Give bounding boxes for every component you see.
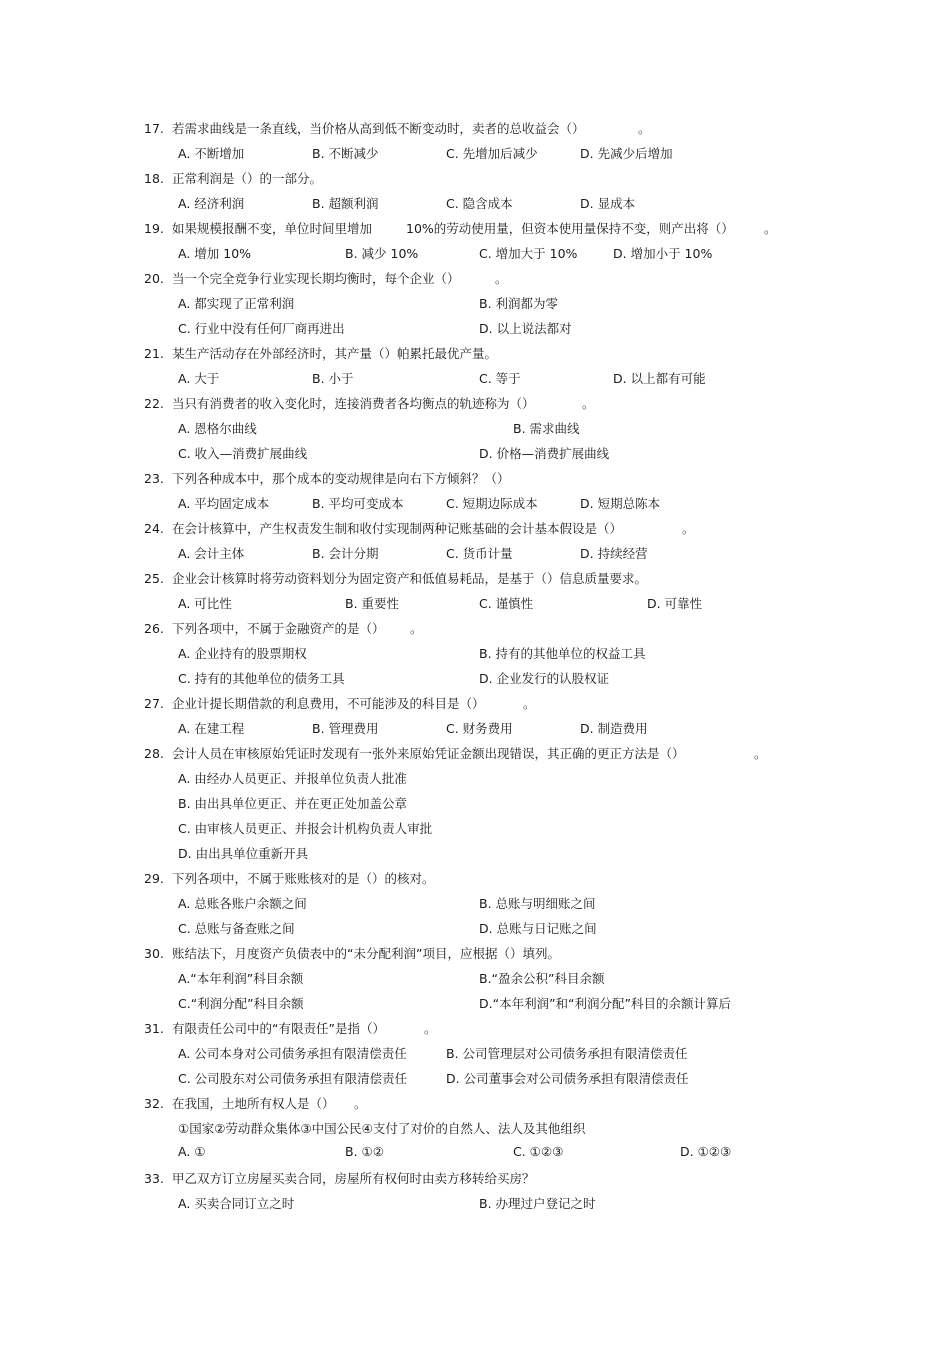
question-27: 27. 企业计提长期借款的利息费用，不可能涉及的科目是（） [144,696,485,711]
option-a: A. 在建工程 [178,721,245,736]
option-a: A. 买卖合同订立之时 [178,1196,295,1211]
option-a: A. 企业持有的股票期权 [178,646,307,661]
question-stem: 如果规模报酬不变，单位时间里增加 [172,221,373,236]
options-row [178,969,798,987]
option-d: D. 价格—消费扩展曲线 [479,446,610,461]
option-d: D. ①②③ [680,1144,732,1159]
question-33: 33. 甲乙双方订立房屋买卖合同，房屋所有权何时由卖方移转给买房？ [144,1171,535,1186]
option-c: C. 持有的其他单位的债务工具 [178,671,345,686]
options-row [178,319,798,337]
option-a: A. 不断增加 [178,146,245,161]
option-d: D. 制造费用 [580,721,648,736]
options-row [178,1044,798,1062]
options-row [178,494,798,512]
question-stem: 账结法下，月度资产负债表中的“未分配利润”项目，应根据（）填列。 [172,946,560,961]
option-d: D. 可靠性 [647,596,703,611]
option-b: B. 会计分期 [312,546,379,561]
option-b: B. 持有的其他单位的权益工具 [479,646,646,661]
option-c: C. 收入—消费扩展曲线 [178,446,308,461]
option-c: C. 总账与备查账之间 [178,921,295,936]
options-row [178,994,798,1012]
question-20: 20. 当一个完全竞争行业实现长期均衡时，每个企业（） [144,271,460,286]
question-tail: 。 [523,696,536,711]
option-d: D. 企业发行的认股权证 [479,671,610,686]
option-d: D. 总账与日记账之间 [479,921,597,936]
option-a: A. 由经办人员更正、并报单位负责人批准 [178,771,407,786]
option-c: C. 短期边际成本 [446,496,538,511]
option-b: B. 由出具单位更正、并在更正处加盖公章 [178,796,408,811]
option-d: D.“本年利润”和“利润分配”科目的余额计算后 [479,996,732,1011]
option-c: C. 行业中没有任何厂商再进出 [178,321,345,336]
question-stem: 企业会计核算时将劳动资料划分为固定资产和低值易耗品，是基于（）信息质量要求。 [172,571,648,586]
question-stem: 正常利润是（）的一部分。 [172,171,323,186]
question-stem: 下列各项中，不属于账账核对的是（）的核对。 [172,871,435,886]
option-d: D. 先减少后增加 [580,146,673,161]
question-tail: 。 [682,521,695,536]
option-c: C. 增加大于 10% [479,246,578,261]
option-c: C.“利润分配”科目余额 [178,996,304,1011]
options-row [178,594,798,612]
option-a: A. 恩格尔曲线 [178,421,257,436]
option-a: A. ① [178,1144,206,1159]
options-row [178,894,798,912]
question-21: 21. 某生产活动存在外部经济时，其产量（）帕累托最优产量。 [144,346,498,361]
option-c: C. 等于 [479,371,521,386]
question-tail: 。 [410,621,423,636]
question-stem: 下列各种成本中，那个成本的变动规律是向右下方倾斜？（） [172,471,510,486]
option-d: D. 增加小于 10% [613,246,713,261]
options-row [178,719,798,737]
option-b: B. 办理过户登记之时 [479,1196,596,1211]
question-28: 28. 会计人员在审核原始凭证时发现有一张外来原始凭证金额出现错误，其正确的更正方法是（） [144,746,685,761]
question-tail: 。 [764,221,777,236]
question-stem: 甲乙双方订立房屋买卖合同，房屋所有权何时由卖方移转给买房？ [172,1171,535,1186]
option-b: B. 利润都为零 [479,296,559,311]
option-d: D. 由出具单位重新开具 [178,846,309,861]
option-b: B. 总账与明细账之间 [479,896,596,911]
option-b: B. 公司管理层对公司债务承担有限清偿责任 [446,1046,688,1061]
option-d: D. 持续经营 [580,546,648,561]
option-d: D. 以上说法都对 [479,321,572,336]
options-row [178,144,798,162]
option-c: C. 谨慎性 [479,596,534,611]
option-a: A. 增加 10% [178,246,252,261]
option-c: C. 货币计量 [446,546,513,561]
question-stem: 在会计核算中，产生权责发生制和收付实现制两种记账基础的会计基本假设是（） [172,521,623,536]
options-row [178,1144,798,1162]
options-row [178,294,798,312]
options-row [178,1194,798,1212]
option-d: D. 显成本 [580,196,636,211]
question-17: 17. 若需求曲线是一条直线，当价格从高到低不断变动时，卖者的总收益会（） [144,121,585,136]
option-d: D. 短期总陈本 [580,496,661,511]
question-stem: 有限责任公司中的“有限责任”是指（） [172,1021,385,1036]
question-29: 29. 下列各项中，不属于账账核对的是（）的核对。 [144,871,435,886]
options-row [178,444,798,462]
options-row [178,669,798,687]
option-a: A. 总账各账户余额之间 [178,896,307,911]
question-stem: 企业计提长期借款的利息费用，不可能涉及的科目是（） [172,696,485,711]
option-b: B. 不断减少 [312,146,379,161]
option-b: B. 管理费用 [312,721,379,736]
question-26: 26. 下列各项中，不属于金融资产的是（） [144,621,385,636]
options-row [178,419,798,437]
question-stem: 当一个完全竞争行业实现长期均衡时，每个企业（） [172,271,460,286]
question-31: 31. 有限责任公司中的“有限责任”是指（） [144,1021,385,1036]
question-stem: 若需求曲线是一条直线，当价格从高到低不断变动时，卖者的总收益会（） [172,121,585,136]
option-a: A. 大于 [178,371,220,386]
option-b: B. 小于 [312,371,354,386]
option-a: A. 公司本身对公司债务承担有限清偿责任 [178,1046,407,1061]
option-b: B. 需求曲线 [513,421,580,436]
option-a: A. 经济利润 [178,196,245,211]
question-tail: 。 [495,271,508,286]
options-row [178,1069,798,1087]
question-19: 19. 如果规模报酬不变，单位时间里增加 [144,221,373,236]
option-b: B.“盈余公积”科目余额 [479,971,605,986]
option-c: C. 由审核人员更正、并报会计机构负责人审批 [178,821,433,836]
options-row [178,644,798,662]
options-row [178,544,798,562]
option-b: B. 平均可变成本 [312,496,404,511]
option-a: A. 平均固定成本 [178,496,270,511]
options-row [178,244,798,262]
question-stem: 某生产活动存在外部经济时，其产量（）帕累托最优产量。 [172,346,498,361]
question-tail: 。 [582,396,595,411]
question-tail: 。 [638,121,651,136]
options-row [178,194,798,212]
question-stem: 会计人员在审核原始凭证时发现有一张外来原始凭证金额出现错误，其正确的更正方法是（） [172,746,685,761]
options-row [178,919,798,937]
option-b: B. ①② [345,1144,384,1159]
question-tail: 。 [424,1021,437,1036]
question-stem: 当只有消费者的收入变化时，连接消费者各均衡点的轨迹称为（） [172,396,535,411]
question-23: 23. 下列各种成本中，那个成本的变动规律是向右下方倾斜？（） [144,471,510,486]
option-c: C. 隐含成本 [446,196,513,211]
option-c: C. 公司股东对公司债务承担有限清偿责任 [178,1071,408,1086]
question-stem: 在我国，土地所有权人是（） [172,1096,335,1111]
option-c: C. 先增加后减少 [446,146,538,161]
option-a: A. 都实现了正常利润 [178,296,295,311]
question-tail: 。 [754,746,767,761]
question-tail: 。 [354,1096,367,1111]
option-a: A. 可比性 [178,596,232,611]
option-b: B. 超额利润 [312,196,379,211]
question-32: 32. 在我国，土地所有权人是（） [144,1096,335,1111]
question-25: 25. 企业会计核算时将劳动资料划分为固定资产和低值易耗品，是基于（）信息质量要求。 [144,571,648,586]
option-a: A.“本年利润”科目余额 [178,971,304,986]
question-18: 18. 正常利润是（）的一部分。 [144,171,323,186]
option-c: C. ①②③ [513,1144,564,1159]
option-c: C. 财务费用 [446,721,513,736]
question-22: 22. 当只有消费者的收入变化时，连接消费者各均衡点的轨迹称为（） [144,396,535,411]
options-row [178,369,798,387]
option-d: D. 公司董事会对公司债务承担有限清偿责任 [446,1071,689,1086]
option-b: B. 减少 10% [345,246,419,261]
option-d: D. 以上都有可能 [613,371,706,386]
question-30: 30. 账结法下，月度资产负债表中的“未分配利润”项目，应根据（）填列。 [144,946,560,961]
question-statement-list: ①国家②劳动群众集体③中国公民④支付了对价的自然人、法人及其他组织 [178,1121,586,1136]
option-a: A. 会计主体 [178,546,245,561]
question-stem: 下列各项中，不属于金融资产的是（） [172,621,385,636]
question-24: 24. 在会计核算中，产生权责发生制和收付实现制两种记账基础的会计基本假设是（） [144,521,623,536]
question-stem-continued: 10%的劳动使用量，但资本使用量保持不变，则产出将（） [406,221,734,236]
option-b: B. 重要性 [345,596,400,611]
